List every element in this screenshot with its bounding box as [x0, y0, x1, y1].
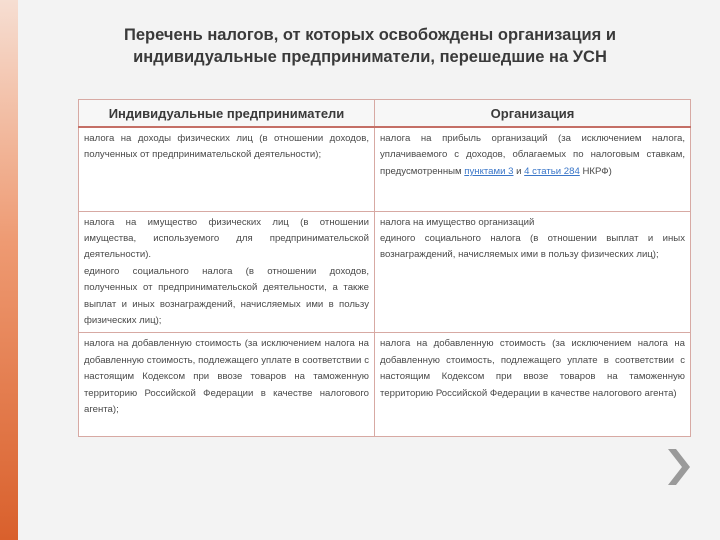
- cell-individual-social: единого социального налога (в отношении доходов, полученных от предпринимательской деятельности, а также выплат и иных вознаграждений, начисляемых ими в пользу физических лиц);: [84, 265, 369, 326]
- header-individual: Индивидуальные предприниматели: [79, 100, 375, 128]
- text-connector: и: [513, 165, 525, 177]
- cell-individual-property: налога на имущество физических лиц (в отношении имущества, используемого для предпринимательской деятельности).: [84, 216, 369, 261]
- cell-individual: налога на доходы физических лиц (в отношении доходов, полученных от предпринимательской деятельности);: [79, 127, 375, 211]
- cell-individual: налога на добавленную стоимость (за исключением налога на добавленную стоимость, подлежащего уплате в соответствии с настоящим Кодексом при ввозе товаров на таможенную территорию Российской Федерации в качестве налогового агента);: [79, 333, 375, 437]
- cell-individual: [79, 211, 375, 333]
- link-points[interactable]: пунктами 3: [464, 165, 514, 177]
- accent-bar: [0, 0, 18, 540]
- title-line-2: индивидуальные предприниматели, перешедшие на УСН: [133, 48, 607, 66]
- table-header-row: [79, 100, 691, 128]
- tax-exemption-table: [78, 99, 691, 437]
- text-before-link: налога на прибыль организаций (за исключением налога, уплачиваемого с доходов, облагаемых по налоговым ставкам, предусмотренным: [380, 133, 685, 177]
- header-organization: Организация: [375, 100, 691, 128]
- chevron-right-icon[interactable]: [664, 447, 692, 487]
- table-row: [79, 127, 691, 211]
- cell-organization: [375, 211, 691, 333]
- cell-organization: [375, 127, 691, 211]
- title-line-1: Перечень налогов, от которых освобождены организация и: [124, 26, 616, 44]
- slide-title: [40, 24, 700, 68]
- cell-organization-social: единого социального налога (в отношении выплат и иных вознаграждений, начисляемых ими в пользу физических лиц);: [380, 232, 685, 261]
- link-articles[interactable]: 4 статьи 284: [524, 165, 580, 177]
- table-row: [79, 211, 691, 333]
- cell-organization-property: налога на имущество организаций: [380, 216, 535, 228]
- table-row: [79, 333, 691, 437]
- text-after-link: НКРФ): [579, 165, 612, 177]
- cell-organization: налога на добавленную стоимость (за исключением налога на добавленную стоимость, подлежащего уплате в соответствии с настоящим Кодексом при ввозе товаров на таможенную территорию Российской Федерации в качестве налогового агента): [375, 333, 691, 437]
